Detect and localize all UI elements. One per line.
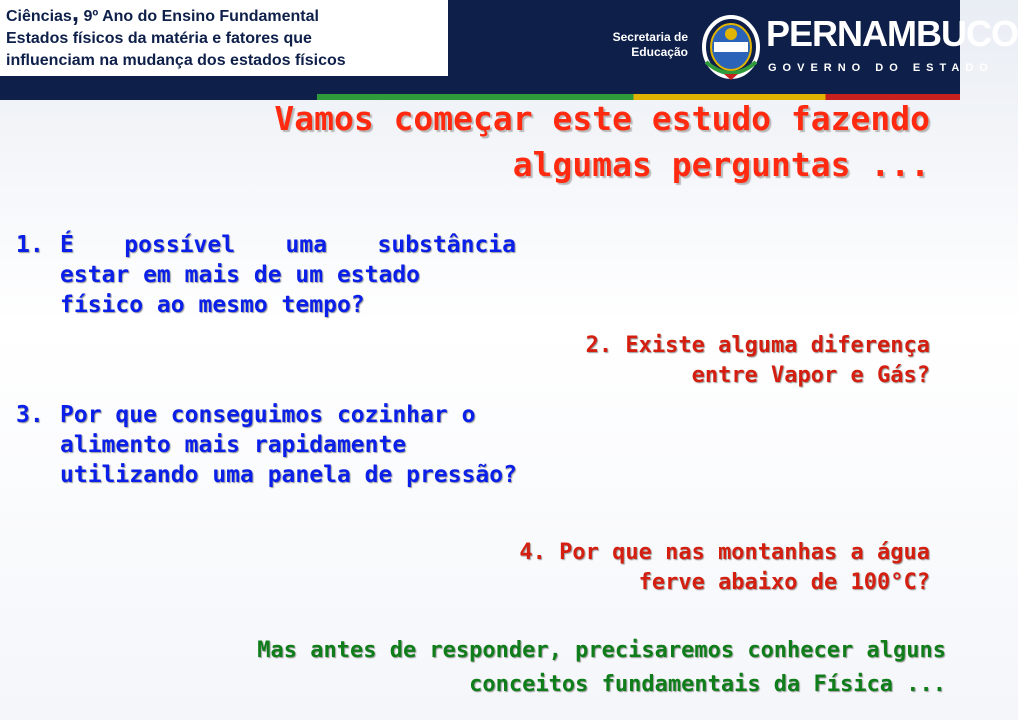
government-subtitle: GOVERNO DO ESTADO	[768, 62, 994, 74]
question-1-number: 1.	[16, 232, 44, 258]
question-3	[16, 400, 601, 490]
question-3-line-3: utilizando uma panela de pressão?	[60, 462, 517, 488]
secretaria-label	[606, 30, 688, 60]
question-4-number: 4.	[519, 540, 546, 565]
question-1-line-3: físico ao mesmo tempo?	[60, 292, 365, 318]
question-3-line-1: Por que conseguimos cozinhar o	[60, 402, 476, 428]
question-2-number: 2.	[585, 333, 613, 358]
grade: 9º Ano do Ensino Fundamental	[79, 8, 319, 25]
question-3-line-2: alimento mais rapidamente	[60, 432, 407, 458]
closing-statement	[40, 634, 946, 702]
course-line-3: influenciam na mudança dos estados físicos	[6, 52, 346, 69]
subject: Ciências	[6, 8, 72, 25]
question-1	[16, 230, 516, 320]
question-3-number: 3.	[16, 402, 44, 428]
question-4-line-1: Por que nas montanhas a água	[559, 540, 930, 565]
closing-line-2: conceitos fundamentais da Física ...	[469, 672, 946, 697]
question-2-line-2: entre Vapor e Gás?	[691, 363, 930, 388]
question-2	[470, 331, 930, 391]
course-info	[0, 0, 448, 76]
closing-line-1: Mas antes de responder, precisaremos conhecer alguns	[257, 638, 946, 663]
subject-comma: ,	[71, 0, 80, 27]
question-1-line-1: É possível uma substância	[60, 232, 516, 258]
slide-title	[160, 96, 930, 188]
state-crest-icon	[700, 12, 762, 82]
course-line-1	[6, 0, 442, 28]
secretaria-line-2: Educação	[631, 45, 688, 59]
state-name: PERNAMBUCO	[766, 13, 1018, 54]
question-4	[380, 538, 930, 598]
question-2-line-1: Existe alguma diferença	[625, 333, 930, 358]
question-1-line-2: estar em mais de um estado	[60, 262, 421, 288]
government-brand	[606, 8, 1018, 88]
secretaria-line-1: Secretaria de	[612, 30, 688, 44]
course-line-2: Estados físicos da matéria e fatores que	[6, 30, 312, 47]
title-line-2: algumas perguntas ...	[512, 145, 930, 184]
question-4-line-2: ferve abaixo de 100°C?	[638, 570, 930, 595]
title-line-1: Vamos começar este estudo fazendo	[274, 99, 930, 138]
